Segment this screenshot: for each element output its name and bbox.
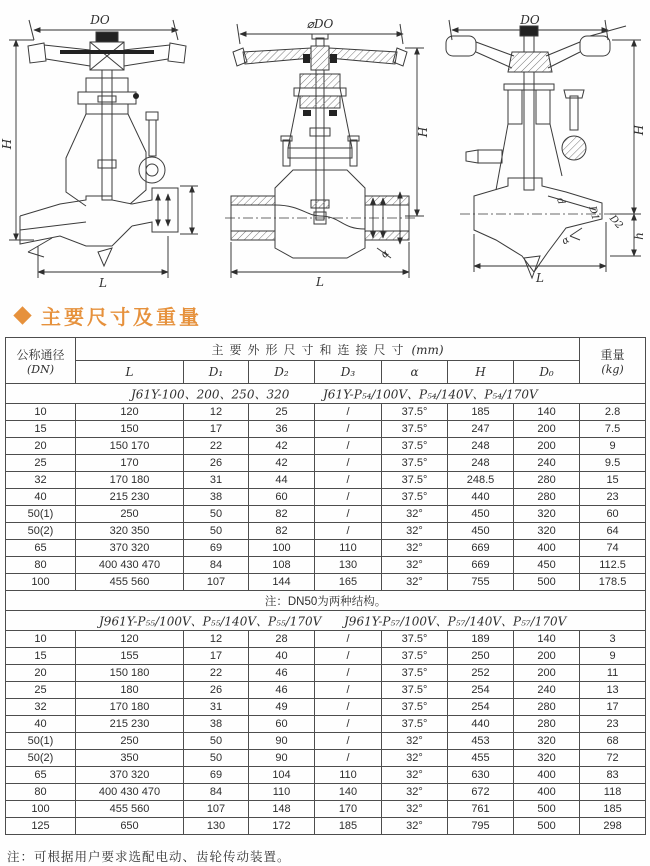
- dim-label-l: L: [99, 276, 107, 290]
- table-row: [6, 557, 646, 574]
- dim-label-h-small: h: [632, 232, 646, 240]
- column-header-d2: D₂: [249, 361, 315, 384]
- header-dn: [6, 338, 76, 384]
- table-cell: 74: [580, 540, 646, 557]
- table-cell: 240: [514, 455, 580, 472]
- table-row: [6, 438, 646, 455]
- table-cell: 200: [514, 665, 580, 682]
- table-cell: 453: [448, 733, 514, 750]
- table-cell: 440: [448, 489, 514, 506]
- table-row: [6, 472, 646, 489]
- table-cell: 455 560: [76, 801, 184, 818]
- table-cell: 110: [315, 540, 382, 557]
- valve-drawing-1: [0, 0, 215, 292]
- table-cell: 185: [315, 818, 382, 835]
- table-cell: 10: [6, 631, 76, 648]
- table-cell: 400 430 470: [76, 784, 184, 801]
- table-cell: 172: [249, 818, 315, 835]
- table-cell: 37.5°: [382, 631, 448, 648]
- table-cell: 25: [6, 682, 76, 699]
- table-cell: 37.5°: [382, 421, 448, 438]
- table-cell: 17: [184, 421, 249, 438]
- table-cell: 254: [448, 699, 514, 716]
- table-cell: 170 180: [76, 699, 184, 716]
- table-cell: 90: [249, 733, 315, 750]
- table-cell: 189: [448, 631, 514, 648]
- table-cell: 180: [76, 682, 184, 699]
- table-cell: 38: [184, 716, 249, 733]
- table-row: [6, 750, 646, 767]
- model-right: J61Y-P₅₄/100V、P₅₄/140V、P₅₄/170V: [323, 387, 538, 401]
- table-cell: 17: [184, 648, 249, 665]
- table-row: [6, 767, 646, 784]
- header-dn-cn: 公称通径: [16, 347, 65, 362]
- dim-label-l: L: [536, 271, 544, 285]
- table-cell: 110: [315, 767, 382, 784]
- table-cell: 280: [514, 699, 580, 716]
- table-cell: 320: [514, 750, 580, 767]
- table-cell: 450: [448, 506, 514, 523]
- table-cell: 100: [6, 801, 76, 818]
- section-title: 主要尺寸及重量: [41, 307, 202, 329]
- table-cell: 20: [6, 665, 76, 682]
- table-cell: 32: [6, 472, 76, 489]
- table-row: [6, 665, 646, 682]
- column-header-d0: D₀: [514, 361, 580, 384]
- table-cell: 32°: [382, 801, 448, 818]
- table-cell: 37.5°: [382, 682, 448, 699]
- column-header-alpha: α: [382, 361, 448, 384]
- table-cell: 140: [514, 631, 580, 648]
- table-cell: /: [315, 750, 382, 767]
- valve2-geometry: [225, 24, 424, 278]
- table-cell: 42: [249, 455, 315, 472]
- header-dn-unit: (DN): [26, 362, 55, 376]
- table-cell: /: [315, 682, 382, 699]
- table-cell: 672: [448, 784, 514, 801]
- table-cell: 49: [249, 699, 315, 716]
- table-cell: 400 430 470: [76, 557, 184, 574]
- table-cell: 80: [6, 784, 76, 801]
- table-cell: 118: [580, 784, 646, 801]
- header-weight-unit: (kg): [601, 362, 624, 376]
- table-cell: 669: [448, 540, 514, 557]
- table-cell: 40: [6, 716, 76, 733]
- table-row: [6, 489, 646, 506]
- table-cell: 455 560: [76, 574, 184, 591]
- table-row: [6, 631, 646, 648]
- table-cell: 669: [448, 557, 514, 574]
- dimensions-table: [5, 337, 646, 835]
- table-row: [6, 574, 646, 591]
- table-cell: 240: [514, 682, 580, 699]
- table-cell: 755: [448, 574, 514, 591]
- table-cell: 248.5: [448, 472, 514, 489]
- table-cell: 450: [514, 557, 580, 574]
- dim-label-l: L: [316, 275, 324, 289]
- column-header-row: [6, 361, 646, 384]
- table-cell: 40: [249, 648, 315, 665]
- table-cell: 60: [580, 506, 646, 523]
- header-main-cn: 主要外形尺寸和连接尺寸: [211, 342, 410, 357]
- table-cell: 65: [6, 767, 76, 784]
- column-header-h: H: [448, 361, 514, 384]
- table-cell: 370 320: [76, 767, 184, 784]
- table-cell: 320: [514, 506, 580, 523]
- table-cell: 130: [184, 818, 249, 835]
- table-cell: 320: [514, 523, 580, 540]
- dim-label-d: d: [554, 196, 567, 206]
- table-cell: 155: [76, 648, 184, 665]
- table-cell: 9: [580, 648, 646, 665]
- table-cell: 215 230: [76, 716, 184, 733]
- table-row: [6, 648, 646, 665]
- table-cell: 32°: [382, 784, 448, 801]
- table-cell: 455: [448, 750, 514, 767]
- table-cell: 125: [6, 818, 76, 835]
- table-cell: 761: [448, 801, 514, 818]
- table-cell: 60: [249, 489, 315, 506]
- table-cell: 37.5°: [382, 489, 448, 506]
- table-cell: 15: [580, 472, 646, 489]
- table-cell: 148: [249, 801, 315, 818]
- table-row: [6, 455, 646, 472]
- table-cell: 120: [76, 631, 184, 648]
- table-cell: 247: [448, 421, 514, 438]
- table-cell: 13: [580, 682, 646, 699]
- table-cell: /: [315, 438, 382, 455]
- table-cell: 64: [580, 523, 646, 540]
- table-cell: 298: [580, 818, 646, 835]
- table-cell: 32°: [382, 506, 448, 523]
- table-cell: 40: [6, 489, 76, 506]
- table-cell: 23: [580, 716, 646, 733]
- table-row: [6, 716, 646, 733]
- table-cell: 650: [76, 818, 184, 835]
- table-cell: 84: [184, 784, 249, 801]
- table-cell: 37.5°: [382, 665, 448, 682]
- table-cell: 50(1): [6, 506, 76, 523]
- note-row: [6, 591, 646, 611]
- table-cell: 25: [6, 455, 76, 472]
- table-cell: 108: [249, 557, 315, 574]
- dim-label-do: DO: [520, 13, 540, 27]
- table-cell: /: [315, 489, 382, 506]
- table-cell: 630: [448, 767, 514, 784]
- table-cell: 100: [6, 574, 76, 591]
- valve3-geometry: [446, 20, 641, 278]
- table-cell: 280: [514, 716, 580, 733]
- table-cell: 254: [448, 682, 514, 699]
- table-cell: 37.5°: [382, 716, 448, 733]
- valve-drawing-2: [215, 0, 430, 292]
- table-cell: 17: [580, 699, 646, 716]
- table-cell: /: [315, 421, 382, 438]
- table-cell: 50: [184, 733, 249, 750]
- table-cell: 320 350: [76, 523, 184, 540]
- table-cell: 450: [448, 523, 514, 540]
- table-cell: 23: [580, 489, 646, 506]
- model-right: J961Y-P₅₇/100V、P₅₇/140V、P₅₇/170V: [344, 614, 567, 628]
- table-cell: 46: [249, 682, 315, 699]
- table-cell: 50(1): [6, 733, 76, 750]
- dim-label-do: ⌀DO: [306, 17, 334, 31]
- table-cell: 400: [514, 784, 580, 801]
- table-cell: 320: [514, 733, 580, 750]
- table-cell: 150 180: [76, 665, 184, 682]
- table-cell: 11: [580, 665, 646, 682]
- table-cell: 32°: [382, 750, 448, 767]
- table-cell: /: [315, 716, 382, 733]
- table-cell: 107: [184, 801, 249, 818]
- header-weight: [580, 338, 646, 384]
- model-left: J961Y-P₅₅/100V、P₅₅/140V、P₅₅/170V: [99, 614, 322, 628]
- dim-label-angle: α: [560, 234, 572, 248]
- table-cell: /: [315, 455, 382, 472]
- table-cell: 400: [514, 540, 580, 557]
- dim-label-h: H: [632, 124, 646, 136]
- table-cell: 200: [514, 421, 580, 438]
- table-cell: 500: [514, 574, 580, 591]
- table-cell: /: [315, 699, 382, 716]
- valve-drawing-3: [430, 0, 650, 292]
- table-cell: 37.5°: [382, 455, 448, 472]
- table-cell: 82: [249, 523, 315, 540]
- table-cell: /: [315, 648, 382, 665]
- table-cell: 248: [448, 455, 514, 472]
- table-row: [6, 733, 646, 750]
- table-cell: 69: [184, 540, 249, 557]
- model-left: J61Y-100、200、250、320: [131, 387, 290, 401]
- table-cell: 69: [184, 767, 249, 784]
- table-cell: 104: [249, 767, 315, 784]
- table-cell: 38: [184, 489, 249, 506]
- table-cell: 32°: [382, 557, 448, 574]
- table-cell: 140: [514, 404, 580, 421]
- table-cell: /: [315, 733, 382, 750]
- table-cell: 32°: [382, 767, 448, 784]
- valve1-geometry: [9, 20, 198, 278]
- table-row: [6, 421, 646, 438]
- table-cell: 178.5: [580, 574, 646, 591]
- table-cell: 32°: [382, 733, 448, 750]
- table-cell: /: [315, 404, 382, 421]
- table-cell: 65: [6, 540, 76, 557]
- table-cell: 50: [184, 750, 249, 767]
- table-cell: 50(2): [6, 523, 76, 540]
- table-cell: 31: [184, 472, 249, 489]
- table-cell: /: [315, 506, 382, 523]
- table-cell: 200: [514, 438, 580, 455]
- table-row: [6, 682, 646, 699]
- table-row: [6, 784, 646, 801]
- section-heading: [12, 301, 202, 330]
- table-cell: 250: [76, 733, 184, 750]
- table-cell: 44: [249, 472, 315, 489]
- table-cell: 440: [448, 716, 514, 733]
- header-main-unit: (mm): [411, 342, 444, 357]
- table-cell: 248: [448, 438, 514, 455]
- table-cell: 250: [76, 506, 184, 523]
- table-cell: 185: [580, 801, 646, 818]
- section1-body: [6, 404, 646, 591]
- table-cell: 7.5: [580, 421, 646, 438]
- table-cell: 32°: [382, 574, 448, 591]
- table-cell: 252: [448, 665, 514, 682]
- table-cell: 170: [315, 801, 382, 818]
- table-cell: 26: [184, 455, 249, 472]
- table-cell: 170: [76, 455, 184, 472]
- table-cell: 112.5: [580, 557, 646, 574]
- table-row: [6, 523, 646, 540]
- table-cell: 120: [76, 404, 184, 421]
- table-cell: 83: [580, 767, 646, 784]
- table-cell: 500: [514, 818, 580, 835]
- table-cell: 185: [448, 404, 514, 421]
- table-cell: 22: [184, 438, 249, 455]
- table-cell: 36: [249, 421, 315, 438]
- table-cell: 37.5°: [382, 438, 448, 455]
- table-cell: 26: [184, 682, 249, 699]
- table-cell: 72: [580, 750, 646, 767]
- table-cell: 150 170: [76, 438, 184, 455]
- table-row: [6, 540, 646, 557]
- valve-drawings: [0, 0, 650, 296]
- table-cell: 280: [514, 489, 580, 506]
- header-weight-cn: 重量: [600, 347, 625, 362]
- table-cell: 110: [249, 784, 315, 801]
- table-cell: 68: [580, 733, 646, 750]
- table-cell: 15: [6, 421, 76, 438]
- dim-label-d1: D1: [586, 204, 601, 222]
- table-cell: 32: [6, 699, 76, 716]
- table-cell: 144: [249, 574, 315, 591]
- dim-label-do: DO: [90, 13, 110, 27]
- table-cell: 37.5°: [382, 404, 448, 421]
- table-cell: /: [315, 631, 382, 648]
- header-main: [76, 338, 580, 361]
- table-cell: 370 320: [76, 540, 184, 557]
- dim-label-h: H: [416, 126, 430, 138]
- table-cell: 32°: [382, 523, 448, 540]
- table-cell: 22: [184, 665, 249, 682]
- table-cell: 170 180: [76, 472, 184, 489]
- table-cell: 37.5°: [382, 472, 448, 489]
- table-cell: /: [315, 472, 382, 489]
- table-cell: 400: [514, 767, 580, 784]
- table-row: [6, 818, 646, 835]
- table-row: [6, 801, 646, 818]
- table-cell: 60: [249, 716, 315, 733]
- table-cell: 795: [448, 818, 514, 835]
- table-cell: 9: [580, 438, 646, 455]
- table-cell: 25: [249, 404, 315, 421]
- table-cell: 100: [249, 540, 315, 557]
- column-header-d3: D₃: [315, 361, 382, 384]
- column-header-d1: D₁: [184, 361, 249, 384]
- note-text: 注：DN50为两种结构。: [6, 591, 646, 611]
- table-cell: 20: [6, 438, 76, 455]
- dim-label-angle: α: [378, 247, 392, 261]
- table-cell: 200: [514, 648, 580, 665]
- table-cell: 12: [184, 404, 249, 421]
- table-cell: 10: [6, 404, 76, 421]
- table-cell: 84: [184, 557, 249, 574]
- table-cell: 37.5°: [382, 699, 448, 716]
- table-row: [6, 699, 646, 716]
- table-row: [6, 506, 646, 523]
- table-cell: 107: [184, 574, 249, 591]
- table-cell: 90: [249, 750, 315, 767]
- table-cell: 32°: [382, 818, 448, 835]
- diamond-icon: [13, 306, 31, 324]
- table-cell: 250: [448, 648, 514, 665]
- table-cell: 3: [580, 631, 646, 648]
- table-cell: 28: [249, 631, 315, 648]
- table-cell: 215 230: [76, 489, 184, 506]
- table-cell: 82: [249, 506, 315, 523]
- table-cell: 140: [315, 784, 382, 801]
- table-cell: 50: [184, 523, 249, 540]
- table-cell: 37.5°: [382, 648, 448, 665]
- table-cell: 15: [6, 648, 76, 665]
- table-cell: 12: [184, 631, 249, 648]
- dim-label-h: H: [0, 138, 14, 150]
- table-cell: 50(2): [6, 750, 76, 767]
- table-row: [6, 404, 646, 421]
- table-cell: 46: [249, 665, 315, 682]
- table-cell: 42: [249, 438, 315, 455]
- table-cell: 150: [76, 421, 184, 438]
- table-cell: 130: [315, 557, 382, 574]
- table-cell: 31: [184, 699, 249, 716]
- table-cell: 80: [6, 557, 76, 574]
- table-cell: 50: [184, 506, 249, 523]
- table-cell: /: [315, 665, 382, 682]
- table-cell: 2.8: [580, 404, 646, 421]
- table-cell: 165: [315, 574, 382, 591]
- model-row-section2: [6, 611, 646, 631]
- section2-body: [6, 631, 646, 835]
- table-cell: /: [315, 523, 382, 540]
- footer-note: 注：可根据用户要求选配电动、齿轮传动装置。: [7, 850, 291, 864]
- table-cell: 9.5: [580, 455, 646, 472]
- table-cell: 500: [514, 801, 580, 818]
- table-cell: 32°: [382, 540, 448, 557]
- dim-label-d2: D2: [606, 213, 625, 232]
- column-header-l: L: [76, 361, 184, 384]
- table-cell: 350: [76, 750, 184, 767]
- model-row-section1: [6, 384, 646, 404]
- table-cell: 280: [514, 472, 580, 489]
